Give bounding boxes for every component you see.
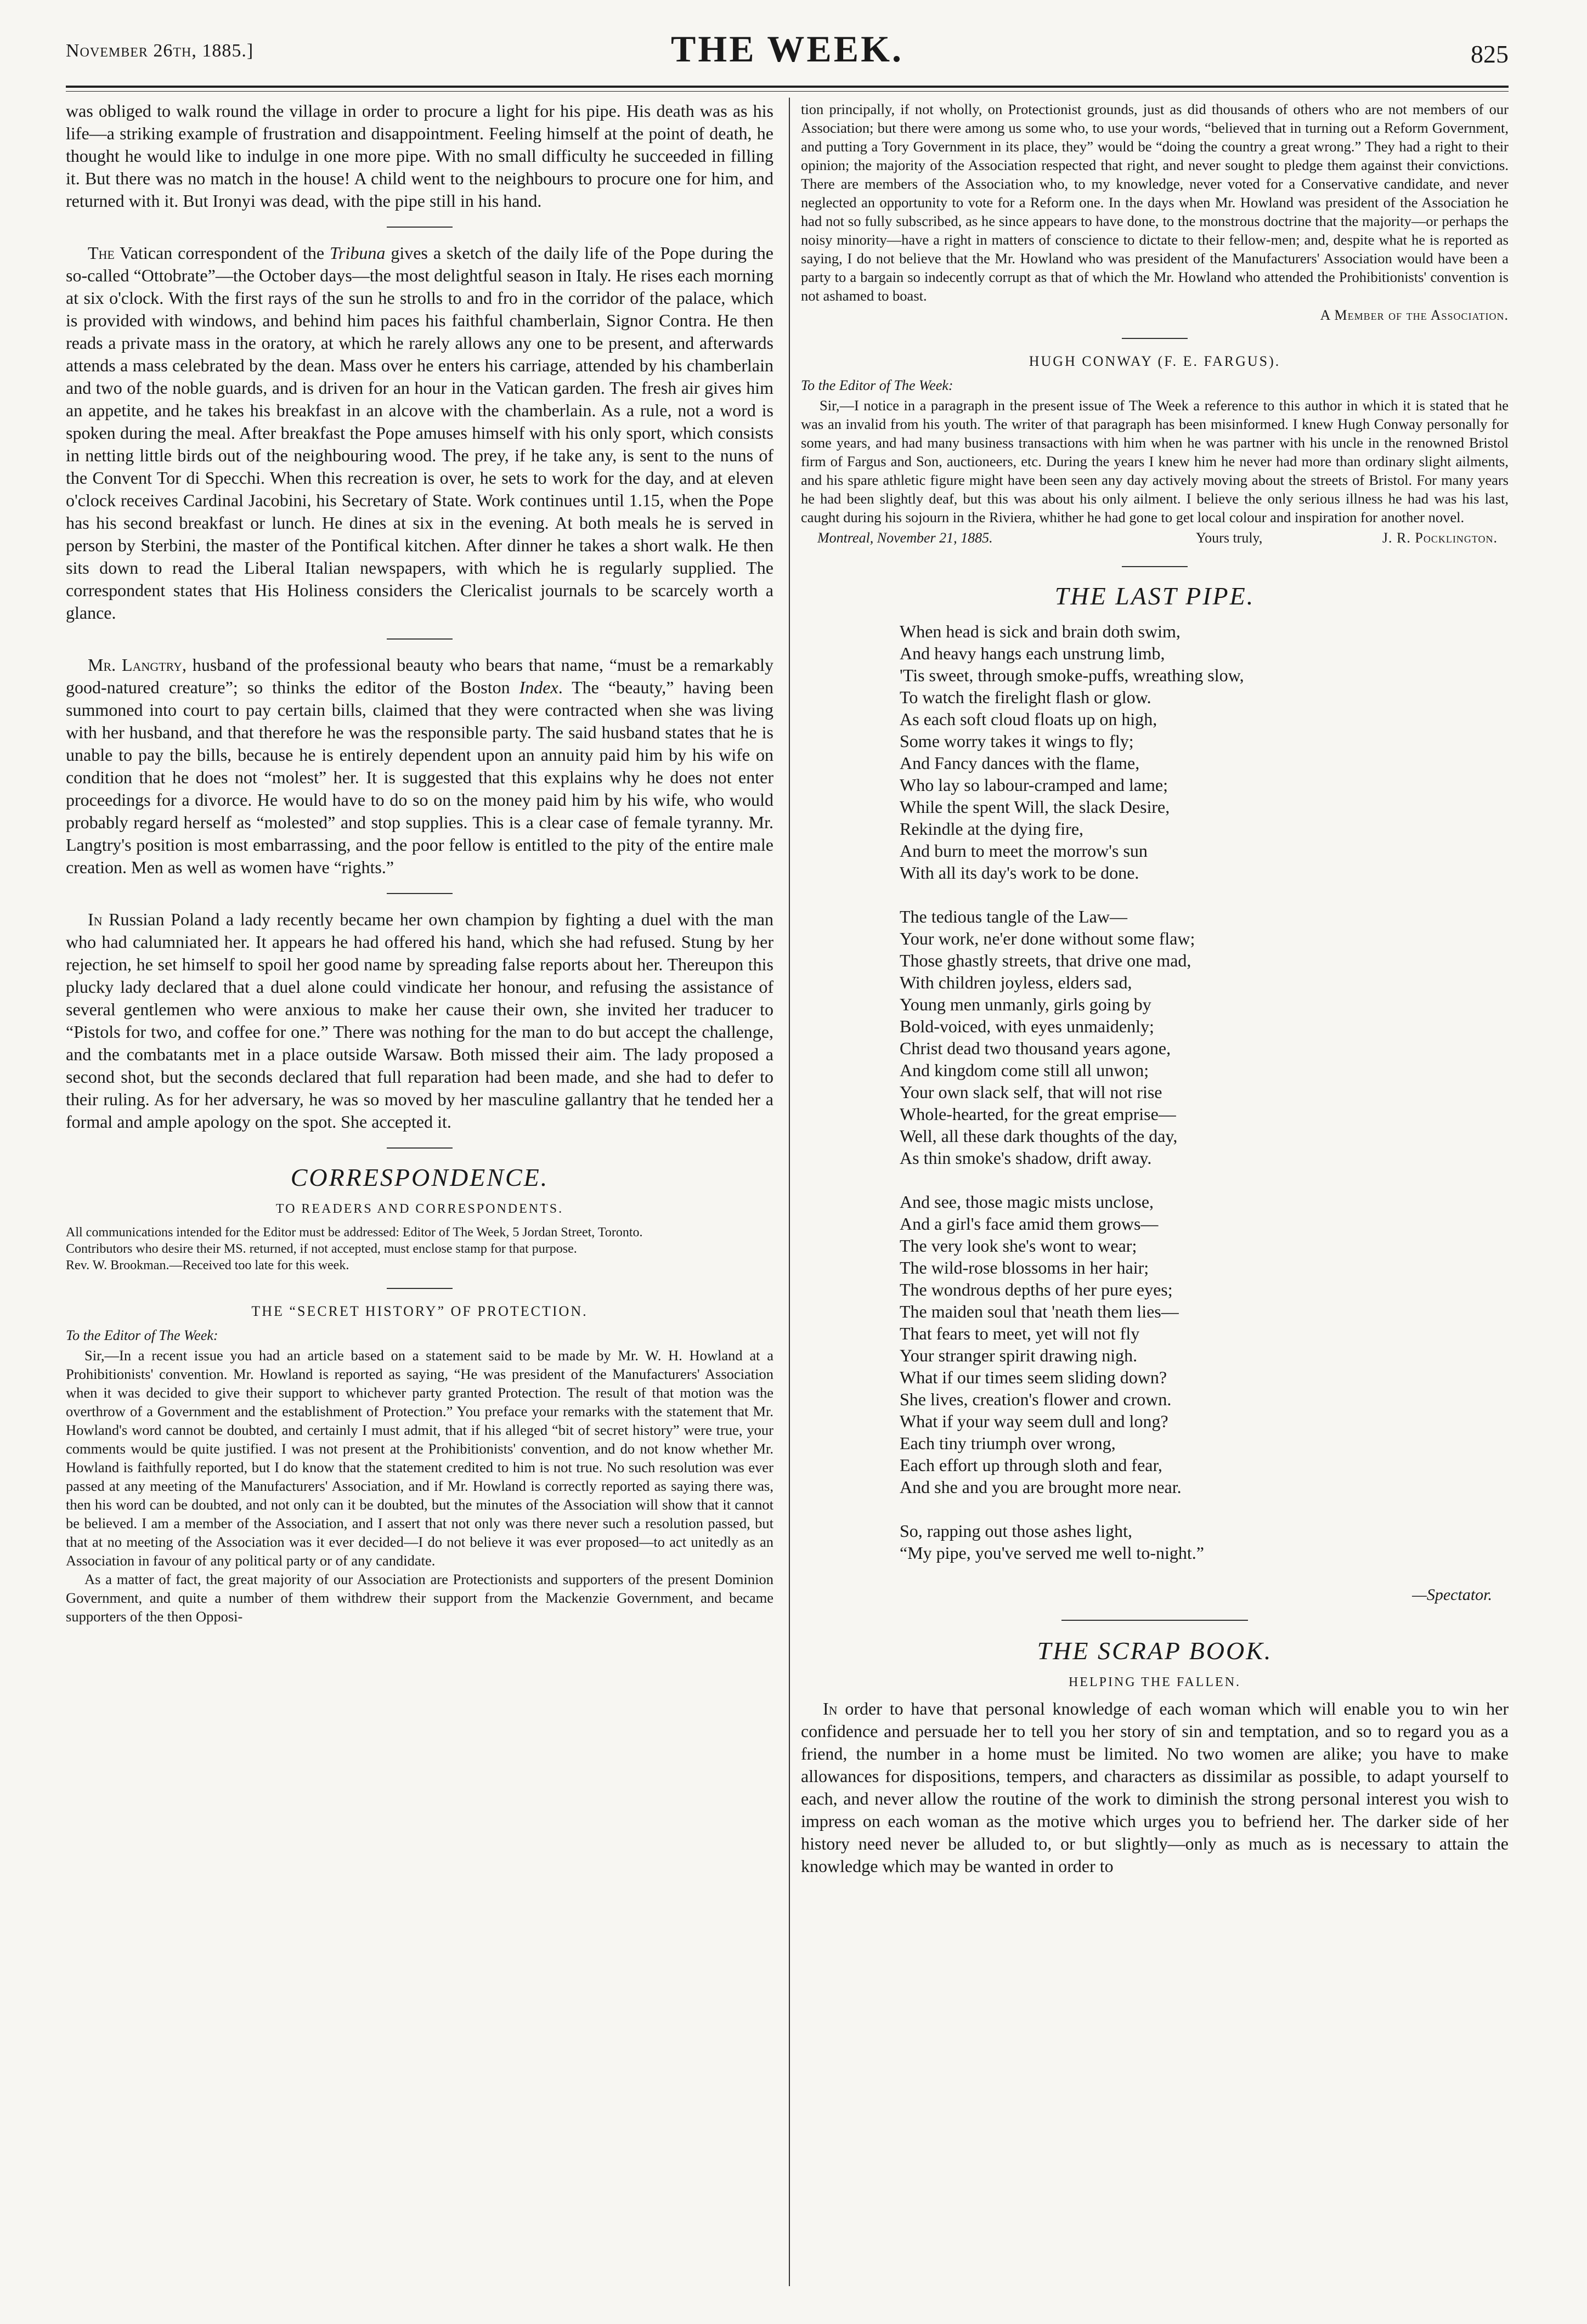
poem-line: To watch the firelight flash or glow. <box>900 687 1151 707</box>
poem-line: Rekindle at the dying fire, <box>900 819 1084 839</box>
poem-line: Your own slack self, that will not rise <box>900 1082 1162 1102</box>
poem-line: 'Tis sweet, through smoke-puffs, wreathing slow, <box>900 665 1244 685</box>
correspondence-heading: CORRESPONDENCE. <box>290 1163 549 1191</box>
separator <box>387 893 453 894</box>
poem-attribution: —Spectator. <box>1412 1586 1492 1604</box>
poem-line: “My pipe, you've served me well to-night.” <box>900 1543 1204 1563</box>
poem-line: The very look she's wont to wear; <box>900 1236 1137 1256</box>
vatican-paragraph: The Vatican correspondent of the Tribuna gives a sketch of the daily life of the Pope during the so-called “Ottobrate”—the October days—the most delightful season in Italy. He rises each morning at six o'clock. With the first rays of the sun he strolls to and fro in the corridor of the palace, which is provided with windows, and behind him paces his faithful chamberlain, Signor Contra. He then reads a private mass in the oratory, at which he rarely allows any one to be present, and afterwards attends a mass celebrated by the dean. Mass over he enters his carriage, attended by his chamberlain and two of the noble guards, and is driven for an hour in the Vatican garden. The fresh air gives him an appetite, and he takes his breakfast in an alcove with the chamberlain. As a rule, not a word is spoken during the meal. After breakfast the Pope amuses himself with his only sport, which consists in netting little birds out of the neighbouring wood. The prey, if he take any, is sent to the nuns of the Convent Tor di Specchi. When this recreation is over, he sets to work for the day, and at eleven o'clock receives Cardinal Jacobini, his Secretary of State. Work continues until 1.15, when the Pope has his second breakfast or lunch. He dines at six in the evening. At both meals he is served in person by Sterbini, the master of the Pontifical kitchen. After dinner he takes a short walk. He then sits down to read the Liberal Italian newspapers, with which he is regularly supplied. The correspondent states that His Holiness considers the Clericalist journals to be scarcely worth a glance. <box>66 243 774 623</box>
poem-line: What if your way seem dull and long? <box>900 1411 1168 1431</box>
poem-line: And kingdom come still all unwon; <box>900 1060 1149 1080</box>
helping-heading: HELPING THE FALLEN. <box>1068 1675 1241 1689</box>
poem-line: When head is sick and brain doth swim, <box>900 621 1181 641</box>
helping-paragraph: In order to have that personal knowledge of each woman which will enable you to win her confidence and persuade her to tell you her story of sin and temptation, and so to regard you as a friend, the number in a home must be limited. No two women are alike; you have to make allowances for dispositions, tempers, and characters as dissimilar as possible, to adapt yourself to each, and never allow the routine of the work to diminish the strong personal interest you wish to impress on each woman as the motive which urges you to befriend her. The darker side of her history need never be alluded to, or but slightly—only as much as is necessary to attain the knowledge which may be wanted in order to <box>801 1699 1509 1876</box>
letter-paragraph: As a matter of fact, the great majority of our Association are Protectionists and supporters of the present Dominion Government, and quite a number of them withdrew their support from the Mackenzie Government, and became supporters of the then Opposi- <box>66 1571 773 1625</box>
issue-date: November 26th, 1885.] <box>66 41 254 61</box>
separator <box>1122 566 1188 567</box>
poem-stanza <box>900 906 1509 1169</box>
manuscript-notice: Contributors who desire their MS. returned, if not accepted, must enclose stamp for that purpose. <box>66 1242 577 1256</box>
separator <box>387 1147 453 1149</box>
poem <box>900 620 1509 1564</box>
poem-line: The tedious tangle of the Law— <box>900 907 1127 926</box>
poem-line: What if our times seem sliding down? <box>900 1367 1167 1387</box>
conway-heading: HUGH CONWAY (F. E. FARGUS). <box>1029 353 1281 369</box>
dateline-place: Montreal, November 21, 1885. <box>817 530 993 546</box>
secret-history-heading: THE “SECRET HISTORY” OF PROTECTION. <box>251 1303 588 1319</box>
poem-line: Each tiny triumph over wrong, <box>900 1433 1116 1453</box>
separator <box>387 1288 453 1289</box>
separator <box>1122 338 1188 339</box>
page-header <box>66 27 1509 77</box>
letter-dateline <box>801 530 1509 552</box>
poem-stanza <box>900 620 1509 884</box>
poem-line: Some worry takes it wings to fly; <box>900 731 1134 751</box>
scrap-book-heading: THE SCRAP BOOK. <box>1037 1637 1273 1665</box>
poem-title: THE LAST PIPE. <box>1054 582 1255 610</box>
separator <box>1061 1620 1248 1621</box>
poem-line: Your work, ne'er done without some flaw; <box>900 929 1195 948</box>
conway-letter: Sir,—I notice in a paragraph in the present issue of The Week a reference to this author in which it is stated that he was an invalid from his youth. The writer of that paragraph has been misinformed. I knew Hugh Conway personally for some years, and had many business transactions with him when he was partner with his uncle in the renowned Bristol firm of Fargus and Son, auctioneers, etc. During the years I knew him he never had more than ordinary slight ailments, and his spare athletic figure might have been seen any day actively moving about the streets of Bristol. For many years he had been slightly deaf, but this was about his only ailment. I believe the only serious illness he had was his last, caught during his sojourn in the Riviera, whither he had gone to get local colour and inspiration for another novel. <box>801 397 1509 525</box>
closing: Yours truly, <box>1196 530 1263 546</box>
poem-line: And see, those magic mists unclose, <box>900 1192 1154 1212</box>
poem-line: And heavy hangs each unstrung limb, <box>900 643 1165 663</box>
brookman-notice: Rev. W. Brookman.—Received too late for this week. <box>66 1258 349 1273</box>
separator <box>387 638 453 640</box>
poem-line: Young men unmanly, girls going by <box>900 994 1151 1014</box>
poem-line: That fears to meet, yet will not fly <box>900 1324 1140 1343</box>
poem-line: And burn to meet the morrow's sun <box>900 841 1148 861</box>
to-editor-line: To the Editor of The Week: <box>801 377 953 393</box>
letter-paragraph: Sir,—In a recent issue you had an article based on a statement said to be made by Mr. W. H. Howland at a Prohibitionists' convention. Mr. Howland is reported as saying, “He was president of the Manufacturers' Association when it was decided to give their support to whichever party granted Protection. The result of that motion was the overthrow of a Government and the establishment of Protection.” You preface your remarks with the statement that Mr. Howland's word cannot be doubted, and certainly I must admit, that if his alleged “bit of secret history” were true, your comments would be quite justified. I was not present at the Prohibitionists' convention, and do not know whether Mr. Howland is faithfully reported, but I do know that the statement credited to him is not true. No such resolution was ever passed at any meeting of the Manufacturers' Association, and if Mr. Howland is correctly reported as saying there was, then his word can be doubted, and not only can it be doubted, but the minutes of the Association will show that it cannot be believed. I am a member of the Association, and I assert that not only was there never such a resolution passed, but that at no meeting of the Association was it ever decided—I do not believe it was ever proposed—to act unitedly as an Association in favour of any political party or of any candidate. <box>66 1347 773 1569</box>
poem-line: Those ghastly streets, that drive one mad, <box>900 951 1191 970</box>
poem-line: The maiden soul that 'neath them lies— <box>900 1302 1179 1321</box>
masthead-title: THE WEEK. <box>671 28 903 70</box>
poem-line: The wondrous depths of her pure eyes; <box>900 1280 1173 1299</box>
poem-line: She lives, creation's flower and crown. <box>900 1389 1172 1409</box>
separator <box>387 227 453 228</box>
langtry-paragraph: Mr. Langtry, husband of the professional beauty who bears that name, “must be a remarkably good-natured creature”; so thinks the editor of the Boston Index. The “beauty,” having been summoned into court to pay certain bills, claimed that they were contracted when she was living with her husband, and that therefore he was the responsible party. The said husband states that he is unable to pay the bills, because he is entirely dependent upon an annuity paid him by his wife on condition that he does not “molest” her. It is suggested that this explains why he does not enter proceedings for a divorce. He would have to do so on the money paid him by his wife, who would probably regard herself as “molested” and stop supplies. This is a clear case of female tyranny. Mr. Langtry's position is most embarrassing, and the poor fellow is entitled to the pity of the entire male creation. Men as well as women have “rights.” <box>66 655 774 877</box>
signature: J. R. Pocklington. <box>1382 530 1498 546</box>
duel-paragraph: In Russian Poland a lady recently became her own champion by fighting a duel with the man who had calumniated her. It appears he had offered his hand, which she had refused. Stung by her rejection, he set himself to spoil her good name by spreading false reports about her. Thereupon this plucky lady declared that a duel alone could vindicate her honour, and refusing the assistance of several gentlemen who were anxious to make her cause their own, she invited her traducer to “Pistols for two, and coffee for one.” There was nothing for the man to do but accept the challenge, and the combatants met in a place outside Warsaw. Both missed their aim. The lady proposed a second shot, but the seconds declared that full reparation had been made, and she had to defer to their ruling. As for her adversary, he was so moved by her masculine gallantry that he tended her a formal and ample apology on the spot. She accepted it. <box>66 909 773 1132</box>
poem-line: Your stranger spirit drawing nigh. <box>900 1345 1138 1365</box>
poem-line: And a girl's face amid them grows— <box>900 1214 1159 1234</box>
to-editor-line: To the Editor of The Week: <box>66 1327 218 1343</box>
poem-line: And Fancy dances with the flame, <box>900 753 1140 773</box>
header-rule-thick <box>66 86 1509 88</box>
poem-line: So, rapping out those ashes light, <box>900 1521 1132 1541</box>
poem-line: With children joyless, elders sad, <box>900 972 1132 992</box>
ironyi-paragraph: was obliged to walk round the village in order to procure a light for his pipe. His death was as his life—a striking example of frustration and disappointment. Feeling himself at the point of death, he thought he would like to indulge in one more pipe. With no small difficulty he succeeded in filling it. But there was no match in the house! A child went to the neighbours to procure one for him, and returned with it. But Ironyi was dead, with the pipe still in his hand. <box>66 101 773 211</box>
header-rule-thin <box>66 91 1509 92</box>
letter-continuation: tion principally, if not wholly, on Protectionist grounds, just as did thousands of others who are not members of our Association; but there were among us some who, to use your words, “believed that in turning out a Reform Government, and putting a Tory Government in its place, they” would be “doing the country a great wrong.” They had a right to their opinion; the majority of the Association respected that right, and never sought to pledge them against their convictions. There are members of the Association who, to my knowledge, never voted for a Conservative candidate, and never neglected an opportunity to vote for a Reform one. In the days when Mr. Howland was president of the Association he had not so fully subscribed, as he since appears to have done, to the monstrous doctrine that the majority—or perhaps the noisy minority—have a right in matters of conscience to dictate to their fellow-men; and, despite what he is reported as saying, I do not believe that the Mr. Howland who was president of the Manufacturers' Association would have been a party to a bargain so indecently corrupt as that of which the Mr. Howland who attended the Prohibitionists' convention is not ashamed to boast. <box>801 101 1509 304</box>
poem-line: And she and you are brought more near. <box>900 1477 1182 1497</box>
column-divider <box>789 98 790 2286</box>
page-number: 825 <box>1471 40 1509 68</box>
poem-line: Well, all these dark thoughts of the day, <box>900 1126 1178 1146</box>
poem-line: The wild-rose blossoms in her hair; <box>900 1258 1149 1277</box>
poem-stanza <box>900 1520 1509 1564</box>
letter-signature: A Member of the Association. <box>1320 307 1509 323</box>
poem-line: Whole-hearted, for the great emprise— <box>900 1104 1176 1124</box>
right-column <box>801 100 1509 1878</box>
poem-line: As thin smoke's shadow, drift away. <box>900 1148 1152 1168</box>
poem-line: While the spent Will, the slack Desire, <box>900 797 1170 817</box>
poem-line: Each effort up through sloth and fear, <box>900 1455 1162 1475</box>
poem-line: With all its day's work to be done. <box>900 863 1139 883</box>
readers-heading: TO READERS AND CORRESPONDENTS. <box>275 1202 564 1216</box>
editor-address-notice: All communications intended for the Editor must be addressed: Editor of The Week, 5 Jordan Street, Toronto. <box>66 1225 643 1240</box>
poem-line: Who lay so labour-cramped and lame; <box>900 775 1168 795</box>
poem-stanza <box>900 1191 1509 1498</box>
poem-line: Christ dead two thousand years agone, <box>900 1038 1171 1058</box>
left-column <box>66 100 773 1626</box>
poem-line: Bold-voiced, with eyes unmaidenly; <box>900 1016 1154 1036</box>
poem-line: As each soft cloud floats up on high, <box>900 709 1157 729</box>
